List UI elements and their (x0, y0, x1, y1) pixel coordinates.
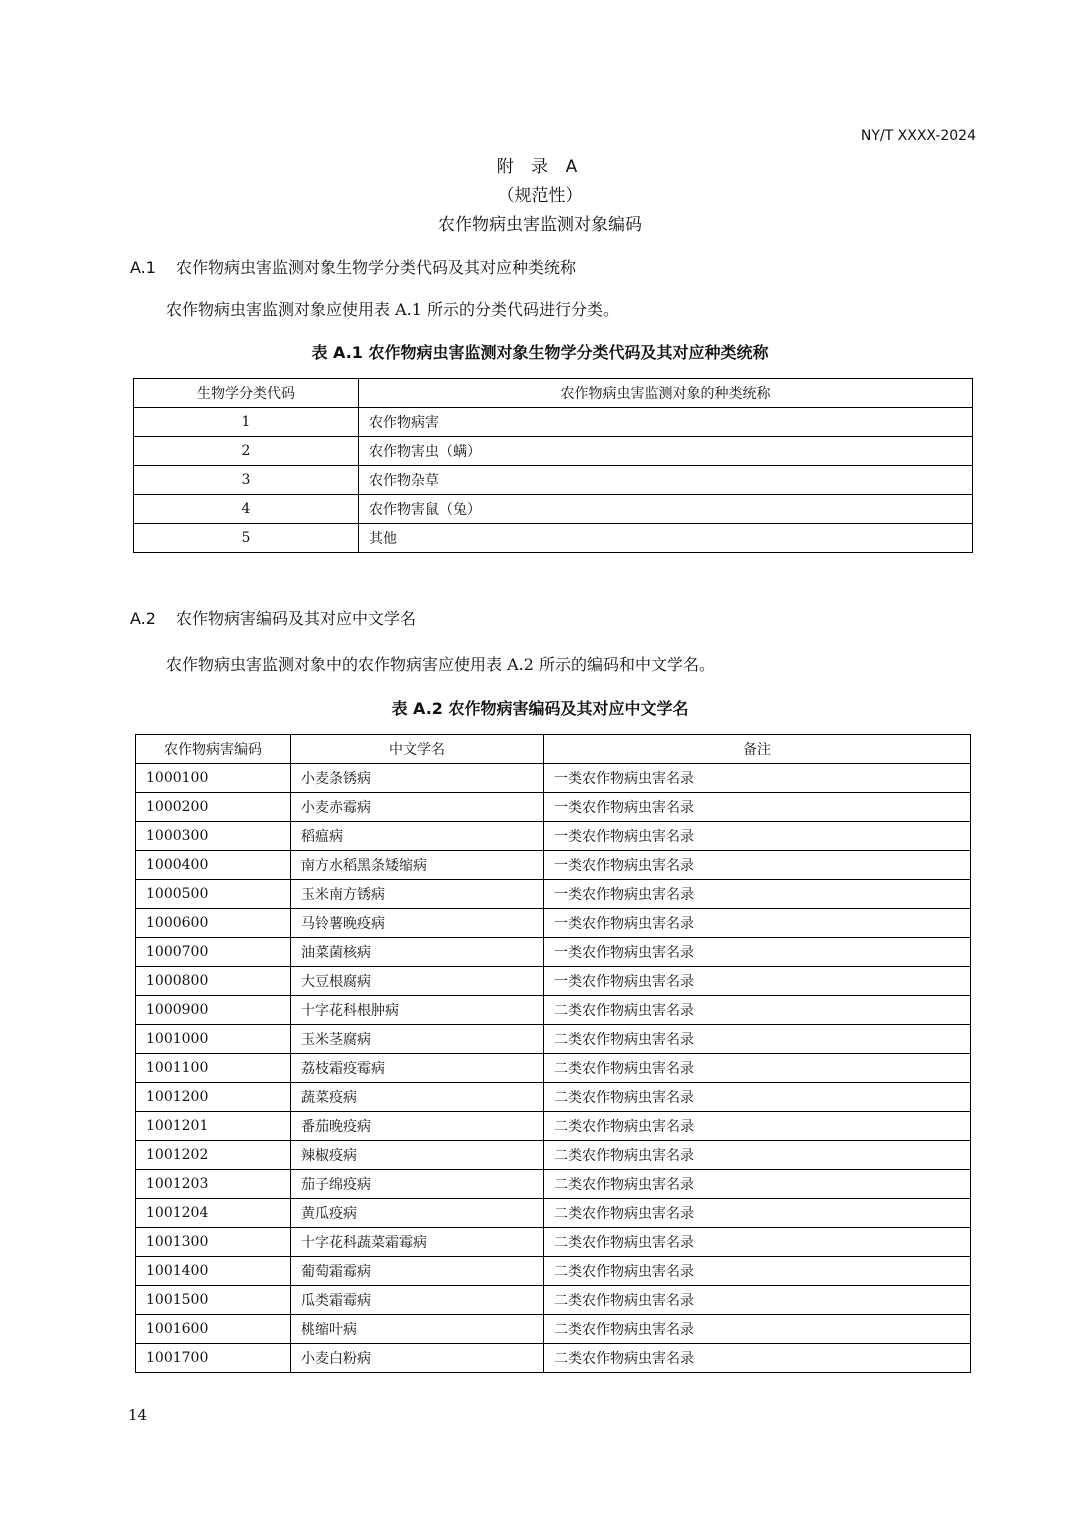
table-row (136, 1315, 971, 1344)
disease-code-cell: 1001202 (136, 1141, 291, 1170)
table-row (136, 1025, 971, 1054)
column-header: 农作物病害编码 (136, 735, 291, 764)
classification-code-cell: 2 (134, 437, 359, 466)
table-row (136, 764, 971, 793)
chinese-name-cell: 玉米南方锈病 (291, 880, 544, 909)
table-row (136, 996, 971, 1025)
chinese-name-cell: 葡萄霜霉病 (291, 1257, 544, 1286)
table-row (136, 1112, 971, 1141)
chinese-name-cell: 茄子绵疫病 (291, 1170, 544, 1199)
section-a2-heading (130, 606, 416, 629)
disease-code-cell: 1001203 (136, 1170, 291, 1199)
section-a2-paragraph: 农作物病虫害监测对象中的农作物病害应使用表 A.2 所示的编码和中文学名。 (166, 655, 715, 674)
table-a2-caption: 表 A.2 农作物病害编码及其对应中文学名 (391, 699, 689, 718)
table-row (134, 524, 973, 553)
remark-cell: 二类农作物病虫害名录 (544, 1083, 971, 1112)
chinese-name-cell: 油菜菌核病 (291, 938, 544, 967)
disease-code-cell: 1000700 (136, 938, 291, 967)
remark-cell: 二类农作物病虫害名录 (544, 1286, 971, 1315)
table-row (136, 1286, 971, 1315)
disease-code-cell: 1001600 (136, 1315, 291, 1344)
classification-code-cell: 1 (134, 408, 359, 437)
disease-code-cell: 1000500 (136, 880, 291, 909)
remark-cell: 一类农作物病虫害名录 (544, 793, 971, 822)
section-a1-heading (130, 255, 576, 278)
disease-code-cell: 1001201 (136, 1112, 291, 1141)
appendix-label: 附 录 A (496, 157, 584, 177)
table-a1 (133, 378, 973, 553)
section-number: A.1 (130, 258, 156, 277)
chinese-name-cell: 玉米茎腐病 (291, 1025, 544, 1054)
table-row (136, 1054, 971, 1083)
chinese-name-cell: 小麦赤霉病 (291, 793, 544, 822)
section-a1-paragraph: 农作物病虫害监测对象应使用表 A.1 所示的分类代码进行分类。 (166, 300, 619, 319)
classification-code-cell: 4 (134, 495, 359, 524)
classification-code-cell: 5 (134, 524, 359, 553)
category-name-cell: 农作物病害 (359, 408, 973, 437)
chinese-name-cell: 稻瘟病 (291, 822, 544, 851)
table-header-row (134, 379, 973, 408)
table-row (136, 851, 971, 880)
disease-code-cell: 1001300 (136, 1228, 291, 1257)
chinese-name-cell: 十字花科蔬菜霜霉病 (291, 1228, 544, 1257)
remark-cell: 二类农作物病虫害名录 (544, 1170, 971, 1199)
remark-cell: 一类农作物病虫害名录 (544, 938, 971, 967)
remark-cell: 二类农作物病虫害名录 (544, 1025, 971, 1054)
table-a2 (135, 734, 971, 1373)
disease-code-cell: 1001200 (136, 1083, 291, 1112)
column-header: 备注 (544, 735, 971, 764)
chinese-name-cell: 十字花科根肿病 (291, 996, 544, 1025)
remark-cell: 二类农作物病虫害名录 (544, 1228, 971, 1257)
table-row (136, 1228, 971, 1257)
category-name-cell: 其他 (359, 524, 973, 553)
table-row (136, 1141, 971, 1170)
remark-cell: 二类农作物病虫害名录 (544, 1054, 971, 1083)
chinese-name-cell: 荔枝霜疫霉病 (291, 1054, 544, 1083)
disease-code-cell: 1001500 (136, 1286, 291, 1315)
disease-code-cell: 1000800 (136, 967, 291, 996)
section-title: 农作物病虫害监测对象生物学分类代码及其对应种类统称 (176, 258, 577, 277)
table-row (136, 1257, 971, 1286)
table-row (136, 938, 971, 967)
remark-cell: 一类农作物病虫害名录 (544, 851, 971, 880)
chinese-name-cell: 桃缩叶病 (291, 1315, 544, 1344)
disease-code-cell: 1000200 (136, 793, 291, 822)
remark-cell: 一类农作物病虫害名录 (544, 764, 971, 793)
category-name-cell: 农作物害虫（螨） (359, 437, 973, 466)
chinese-name-cell: 小麦白粉病 (291, 1344, 544, 1373)
chinese-name-cell: 马铃薯晚疫病 (291, 909, 544, 938)
disease-code-cell: 1000400 (136, 851, 291, 880)
disease-code-cell: 1001400 (136, 1257, 291, 1286)
disease-code-cell: 1001204 (136, 1199, 291, 1228)
column-header: 生物学分类代码 (134, 379, 359, 408)
remark-cell: 二类农作物病虫害名录 (544, 1257, 971, 1286)
remark-cell: 二类农作物病虫害名录 (544, 1344, 971, 1373)
column-header: 中文学名 (291, 735, 544, 764)
table-row (136, 1199, 971, 1228)
disease-code-cell: 1000100 (136, 764, 291, 793)
remark-cell: 二类农作物病虫害名录 (544, 1112, 971, 1141)
table-row (134, 466, 973, 495)
column-header: 农作物病虫害监测对象的种类统称 (359, 379, 973, 408)
chinese-name-cell: 小麦条锈病 (291, 764, 544, 793)
disease-code-cell: 1000300 (136, 822, 291, 851)
chinese-name-cell: 黄瓜疫病 (291, 1199, 544, 1228)
remark-cell: 一类农作物病虫害名录 (544, 880, 971, 909)
disease-code-cell: 1000600 (136, 909, 291, 938)
category-name-cell: 农作物害鼠（兔） (359, 495, 973, 524)
appendix-nature: （规范性） (497, 186, 583, 206)
chinese-name-cell: 辣椒疫病 (291, 1141, 544, 1170)
table-row (136, 1170, 971, 1199)
category-name-cell: 农作物杂草 (359, 466, 973, 495)
chinese-name-cell: 蔬菜疫病 (291, 1083, 544, 1112)
table-row (134, 495, 973, 524)
disease-code-cell: 1000900 (136, 996, 291, 1025)
disease-code-cell: 1001000 (136, 1025, 291, 1054)
section-number: A.2 (130, 609, 156, 628)
remark-cell: 二类农作物病虫害名录 (544, 1199, 971, 1228)
remark-cell: 一类农作物病虫害名录 (544, 967, 971, 996)
remark-cell: 二类农作物病虫害名录 (544, 1315, 971, 1344)
table-row (134, 408, 973, 437)
remark-cell: 一类农作物病虫害名录 (544, 822, 971, 851)
table-row (136, 1083, 971, 1112)
chinese-name-cell: 南方水稻黑条矮缩病 (291, 851, 544, 880)
table-a1-caption: 表 A.1 农作物病虫害监测对象生物学分类代码及其对应种类统称 (311, 343, 769, 362)
table-row (136, 880, 971, 909)
chinese-name-cell: 大豆根腐病 (291, 967, 544, 996)
table-row (136, 793, 971, 822)
disease-code-cell: 1001100 (136, 1054, 291, 1083)
chinese-name-cell: 瓜类霜霉病 (291, 1286, 544, 1315)
chinese-name-cell: 番茄晚疫病 (291, 1112, 544, 1141)
classification-code-cell: 3 (134, 466, 359, 495)
page-number: 14 (128, 1406, 148, 1424)
remark-cell: 二类农作物病虫害名录 (544, 1141, 971, 1170)
table-row (136, 822, 971, 851)
table-row (136, 909, 971, 938)
remark-cell: 二类农作物病虫害名录 (544, 996, 971, 1025)
document-code: NY/T XXXX-2024 (860, 128, 976, 144)
table-row (136, 1344, 971, 1373)
table-row (134, 437, 973, 466)
disease-code-cell: 1001700 (136, 1344, 291, 1373)
remark-cell: 一类农作物病虫害名录 (544, 909, 971, 938)
table-row (136, 967, 971, 996)
appendix-title: 农作物病虫害监测对象编码 (438, 215, 642, 235)
table-header-row (136, 735, 971, 764)
section-title: 农作物病害编码及其对应中文学名 (176, 609, 417, 628)
